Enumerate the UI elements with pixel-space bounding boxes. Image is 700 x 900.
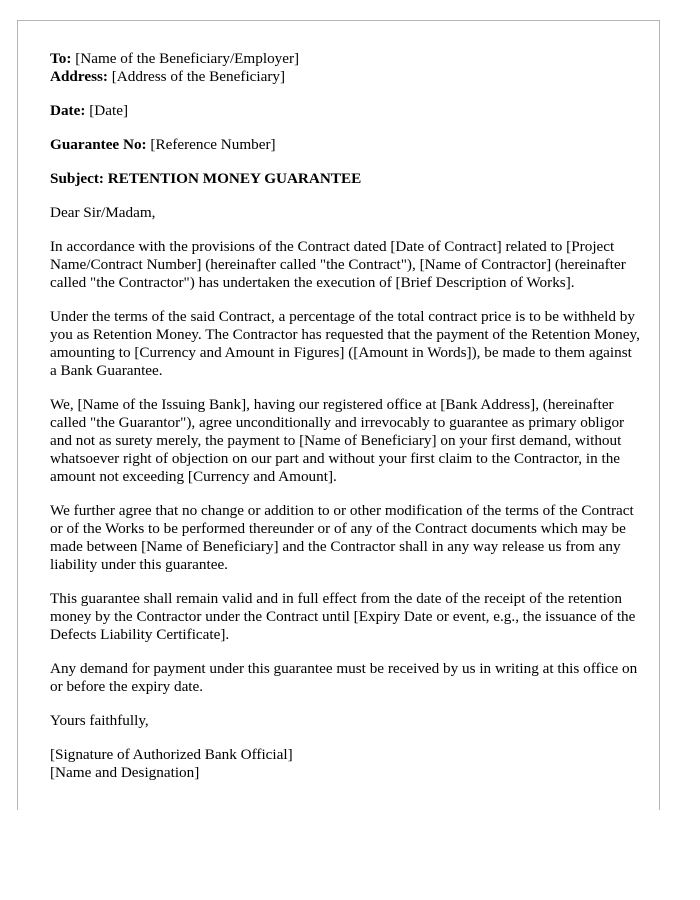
salutation: Dear Sir/Madam, [50,204,156,221]
paragraph-guarantor: We, [Name of the Issuing Bank], having our registered office at [Bank Address], (hereinafter called "the Guarantor"), agree unconditionally and irrevocably to guarantee as primary obligor and not as surety merely, the payment to [Name of Beneficiary] on your first demand, without whatsoever right of objection on our part and without your first claim to the Contractor, in the amount not exceeding [Currency and Amount]. [50,396,625,485]
sign-off: Yours faithfully, [50,712,149,729]
paragraph-modification: We further agree that no change or addition to or other modification of the terms of the Contract or of the Works to be performed thereunder or of any of the Contract documents which may be made between [Name of Beneficiary] and the Contractor shall in any way release us from any liability under this guarantee. [50,502,634,573]
to-line [50,50,640,68]
subject-value: RETENTION MONEY GUARANTEE [104,170,362,187]
date-value: [Date] [85,102,129,119]
letter-page [17,20,660,810]
to-label: To: [50,50,72,67]
paragraph-demand: Any demand for payment under this guarantee must be received by us in writing at this office on or before the expiry date. [50,660,638,695]
subject-line [50,170,640,188]
name-designation-line: [Name and Designation] [50,764,200,781]
signature-line: [Signature of Authorized Bank Official] [50,746,293,763]
to-value: [Name of the Beneficiary/Employer] [71,50,300,67]
guarantee-label: Guarantee No: [50,136,147,153]
paragraph-validity: This guarantee shall remain valid and in full effect from the date of the receipt of the retention money by the Contractor under the Contract until [Expiry Date or event, e.g., the issuance of the Defects Liability Certificate]. [50,590,636,643]
address-line [50,68,640,86]
letter-content [50,50,640,782]
date-label: Date: [50,102,86,119]
guarantee-number-line [50,136,640,154]
address-label: Address: [50,68,108,85]
guarantee-value: [Reference Number] [146,136,276,153]
date-line [50,102,640,120]
address-value: [Address of the Beneficiary] [107,68,286,85]
subject-label: Subject: [50,170,104,187]
paragraph-contract: In accordance with the provisions of the Contract dated [Date of Contract] related to [Project Name/Contract Number] (hereinafter called "the Contract"), [Name of Contractor] (hereinafter called "the Contractor") has undertaken the execution of [Brief Description of Works]. [50,238,626,291]
paragraph-retention-terms: Under the terms of the said Contract, a percentage of the total contract price is to be withheld by you as Retention Money. The Contractor has requested that the payment of the Retention Money, amounting to [Currency and Amount in Figures] ([Amount in Words]), be made to them against a Bank Guarantee. [50,308,640,379]
